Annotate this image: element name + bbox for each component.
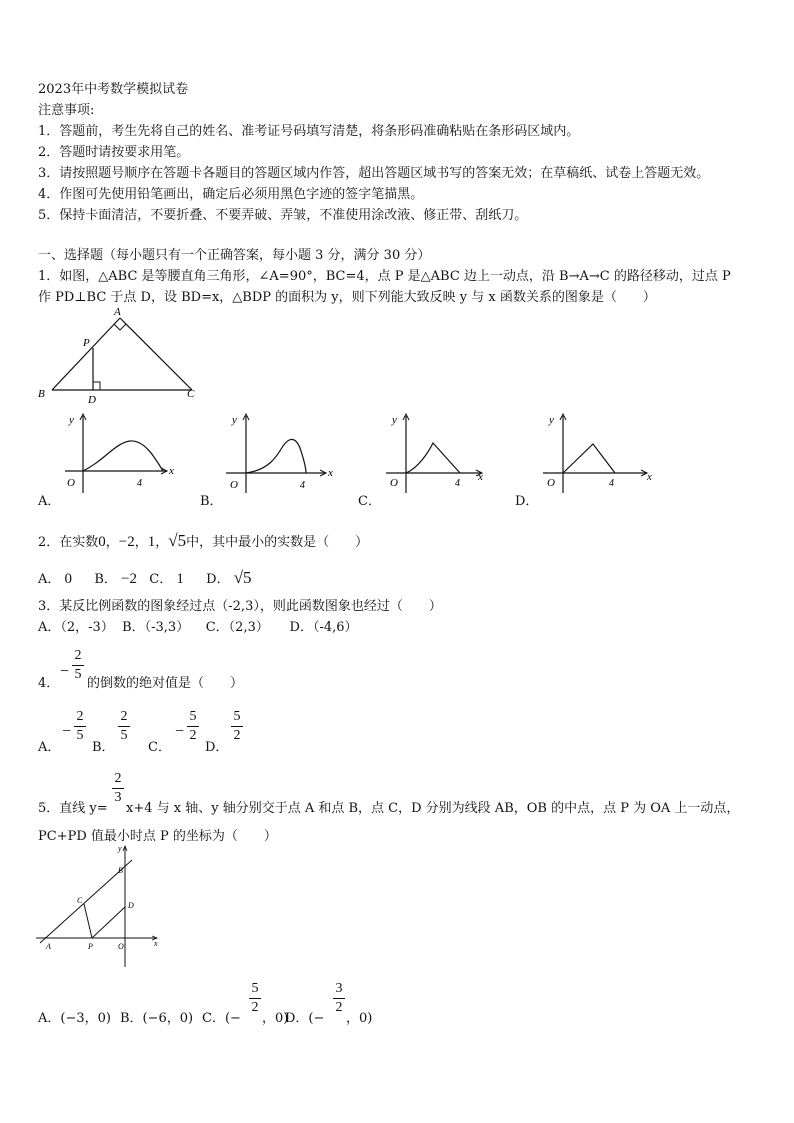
note-5: 5．保持卡面清洁，不要折叠、不要弄破、弄皱，不准使用涂改液、修正带、刮纸刀。 <box>38 208 528 223</box>
svg-text:O: O <box>390 477 398 489</box>
q2-option-c[interactable]: C． 1 <box>149 571 184 587</box>
q2-stem: 2．在实数0，−2，1，√5中，其中最小的实数是（ ） <box>38 531 369 550</box>
note-1: 1．答题前，考生先将自己的姓名、准考证号码填写清楚，将条形码准确粘贴在条形码区域内。 <box>38 124 580 139</box>
svg-text:O: O <box>118 942 124 951</box>
q4-option-c-label[interactable]: C． <box>148 740 171 755</box>
svg-text:x: x <box>478 471 483 483</box>
svg-text:y: y <box>69 414 74 426</box>
svg-text:B: B <box>118 866 123 875</box>
q1-graph-a <box>55 408 180 498</box>
q5-line2: PC+PD 值最小时点 P 的坐标为（ ） <box>38 829 277 844</box>
q1-triangle-figure <box>30 305 210 405</box>
q5-option-c-prefix[interactable]: C．(− <box>202 1011 241 1026</box>
svg-text:O: O <box>67 477 75 489</box>
q5-option-b[interactable]: B．(−6，0) <box>120 1011 194 1026</box>
q3-options[interactable]: A．（2，-3） B．（-3,3） C．（2,3） D．（-4,6） <box>38 620 358 635</box>
q5-fraction: 2 3 <box>112 771 124 806</box>
q4-minus: − <box>60 663 70 680</box>
svg-text:4: 4 <box>455 478 460 489</box>
q1-label-d: D <box>88 394 96 405</box>
q1-graph-c <box>378 408 503 498</box>
q1-graph-d <box>535 408 660 498</box>
page-title: 2023年中考数学模拟试卷 <box>38 82 189 97</box>
q4-option-d-fraction: 5 2 <box>231 709 243 744</box>
note-4: 4．作图可先使用铅笔画出，确定后必须用黑色字迹的签字笔描黑。 <box>38 187 424 202</box>
q5-option-d-suffix: ，0) <box>346 1011 373 1026</box>
q1-graph-b <box>218 408 343 498</box>
q4-option-a-label[interactable]: A． <box>38 740 61 755</box>
svg-text:y: y <box>549 414 554 426</box>
note-2: 2．答题时请按要求用笔。 <box>38 145 190 160</box>
q1-label-b: B <box>38 388 45 400</box>
q5-option-c-fraction: 5 2 <box>249 981 261 1016</box>
svg-text:C: C <box>77 896 83 905</box>
q4-option-b-label[interactable]: B． <box>92 740 115 755</box>
q4-option-c-fraction: 5 2 <box>187 709 199 744</box>
q1-label-a: A <box>114 306 121 318</box>
svg-text:4: 4 <box>300 480 305 491</box>
q5-figure <box>32 842 172 970</box>
q5-line1-suffix: x+4 与 x 轴、y 轴分别交于点 A 和点 B，点 C，D 分别为线段 AB，OB 的中点，点 P 为 OA 上一动点， <box>126 801 740 816</box>
q1-line2: 作 PD⊥BC 于点 D，设 BD=x，△BDP 的面积为 y，则下列能大致反映 y 与 x 函数关系的图象是（ ） <box>38 290 656 305</box>
svg-text:y: y <box>232 414 237 426</box>
q4-option-d-label[interactable]: D． <box>205 740 229 755</box>
notes-heading: 注意事项: <box>38 103 95 118</box>
q4-fraction: 2 5 <box>72 648 84 683</box>
q5-option-d-fraction: 3 2 <box>333 981 345 1016</box>
q2-option-a[interactable]: A． 0 <box>38 571 73 587</box>
svg-text:P: P <box>88 942 93 951</box>
q1-label-p: P <box>83 337 90 349</box>
q1-option-b[interactable]: B． <box>200 494 223 509</box>
note-3: 3．请按照题号顺序在答题卡各题目的答题区域内作答，超出答题区域书写的答案无效；在草稿纸、试卷上答题无效。 <box>38 166 710 181</box>
q4-prefix: 4． <box>38 676 60 691</box>
q4-suffix: 的倒数的绝对值是（ ） <box>87 676 244 691</box>
svg-text:x: x <box>169 465 174 477</box>
q5-line1-prefix: 5．直线 y= <box>38 801 108 816</box>
svg-text:y: y <box>118 844 122 853</box>
svg-text:x: x <box>154 939 158 948</box>
q1-line1: 1．如图，△ABC 是等腰直角三角形，∠A=90°，BC=4，点 P 是△ABC 边上一动点，沿 B→A→C 的路径移动，过点 P <box>38 269 731 284</box>
q1-option-d[interactable]: D． <box>515 494 539 509</box>
q4-option-a-fraction: 2 5 <box>74 709 86 744</box>
svg-text:x: x <box>647 471 652 483</box>
svg-text:O: O <box>547 477 555 489</box>
q5-option-d-prefix[interactable]: D．(− <box>285 1011 325 1026</box>
q1-label-c: C <box>187 388 195 400</box>
q4-option-b-fraction: 2 5 <box>118 709 130 744</box>
q1-option-a[interactable]: A． <box>38 494 61 509</box>
svg-text:4: 4 <box>609 478 614 489</box>
q3-stem: 3．某反比例函数的图象经过点（-2,3），则此函数图象也经过（ ） <box>38 599 442 614</box>
svg-text:x: x <box>328 467 333 479</box>
q1-option-c[interactable]: C． <box>358 494 381 509</box>
svg-text:D: D <box>128 901 134 910</box>
svg-text:4: 4 <box>137 478 142 489</box>
section-heading: 一、选择题（每小题只有一个正确答案，每小题 3 分，满分 30 分） <box>38 248 431 263</box>
svg-text:O: O <box>230 479 238 491</box>
q2-option-d[interactable]: D． √5 <box>206 568 252 587</box>
q5-option-a[interactable]: A．(−3，0) <box>38 1011 111 1026</box>
q2-options <box>38 568 252 588</box>
svg-text:y: y <box>392 414 397 426</box>
q5-option-c-suffix: ，0) <box>262 1011 289 1026</box>
svg-text:A: A <box>46 942 51 951</box>
q2-option-b[interactable]: B． −2 <box>94 571 137 587</box>
